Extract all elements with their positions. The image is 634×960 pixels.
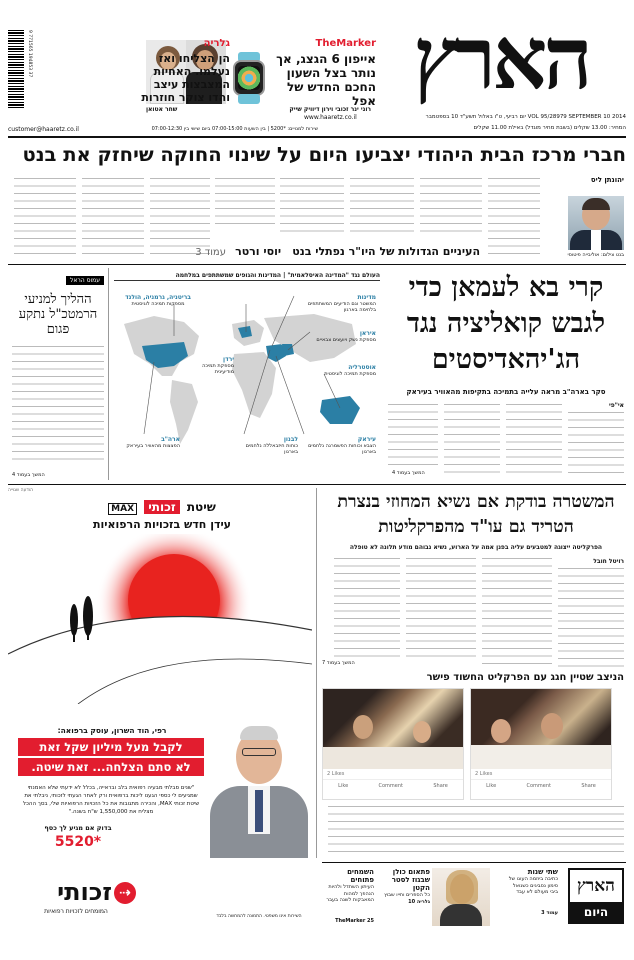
side-continued[interactable]: המשך בעמוד 4: [12, 472, 45, 478]
galeria-promo[interactable]: [30, 32, 230, 114]
map-label-lebanon: [236, 436, 298, 455]
bennett-photo: [568, 196, 624, 250]
ad-brand-line: שיטת: [186, 500, 216, 514]
footer-item-1-page: עמוד 3: [541, 910, 558, 916]
footer-item-1[interactable]: [506, 868, 558, 928]
map-label-lebanon-text: כוחות חיזבאללה נלחמים בארגון: [245, 443, 298, 455]
lead-text-col-8: [82, 178, 144, 258]
map-label-states-title: מדינות: [357, 294, 376, 301]
world-headline: קרי בא לעמאן כדי לגבש קואליציה נגד הג'יהאדיסטים: [406, 272, 606, 375]
galeria-brand: גלריה: [203, 38, 230, 49]
south-america: [170, 380, 198, 444]
footer-item-3-title: השמחים פתוחים: [347, 868, 374, 884]
africa: [232, 352, 276, 418]
ad-brand-badge: MAX: [108, 503, 137, 515]
ad-brand-row: [32, 500, 292, 514]
map-label-states: [296, 294, 376, 313]
ad-slogan-1: לקבל מעל מיליון שקל זאת: [18, 738, 204, 756]
police-text-col-2: [482, 558, 552, 668]
footer-item-2-text: כל הספרים וחייו שבוץ: [384, 892, 430, 898]
side-divider: [108, 268, 109, 480]
fb1-actions: [471, 779, 611, 789]
man-photo: [206, 724, 310, 858]
footer-item-2-title: פתאום כולן שבגוז לסטר הקטן: [391, 868, 430, 892]
side-text: [12, 346, 104, 466]
police-bottom-text: [328, 806, 624, 858]
map-label-iran-text: מספקת נשק ויועצים צבאיים: [316, 337, 376, 343]
world-subhead: סקר בארה"ב מראה עלייה בתמיכה בתקיפות מהאוויר בעיראק: [406, 388, 606, 396]
website[interactable]: www.haaretz.co.il: [304, 114, 357, 121]
side-column[interactable]: [12, 272, 104, 482]
side-headline: ההליך למניעי הרמטכ"ל נתקע פגום: [18, 292, 98, 337]
map-label-usa: [124, 436, 180, 449]
ad-block[interactable]: [8, 488, 312, 866]
ad-photo-caption: השירות אינו משפטי. התמונה להמחשה בלבד: [216, 914, 302, 919]
footer-item-3[interactable]: [322, 868, 374, 928]
galeria-byline: שחר אטואן: [146, 106, 178, 113]
police-text-col-1: [558, 568, 624, 668]
haaretz-today-sub: היום: [570, 902, 622, 922]
ad-logo-text: זכותי: [57, 878, 112, 906]
haaretz-today-name: הארץ: [577, 876, 615, 896]
map-label-australia: [308, 364, 376, 377]
map-label-iran: [308, 330, 376, 343]
fb1-share[interactable]: Share: [581, 783, 596, 789]
barcode: [8, 30, 24, 110]
ad-logo[interactable]: [16, 880, 136, 920]
ad-top-left: הודעה שגוייה: [8, 488, 34, 493]
police-subhead: הפרקליטה ייצוגה למטבעים עליה בפנן אמה על הארוע, נשיא נבוהם מודע תלונה לא טופלה: [349, 544, 603, 551]
fb2-comment[interactable]: Comment: [378, 783, 403, 789]
australia: [320, 396, 360, 424]
bennett-caption: בנט צילום: אוליבייה פיטוסי: [567, 252, 624, 258]
map-label-iraq-text: הצבא וכוחות הפשמרגה נלחמים בארגון: [308, 443, 376, 455]
map-label-iraq: [302, 436, 376, 455]
map-label-jordan: [182, 356, 234, 375]
customer-email[interactable]: customer@haaretz.co.il: [8, 126, 79, 133]
service-line: שירות למנויים: *5200 | בין השעות 07:00-15:00 ביום שישי בין 07:00-12:30: [151, 126, 318, 132]
watch-image: [230, 52, 268, 104]
ad-slogan-2: לא סתם הצלחה... זאת שיטה.: [18, 758, 204, 776]
map-label-lebanon-title: לבנון: [283, 436, 298, 443]
hill: [8, 617, 312, 705]
map-label-states-text: המשטר וגם הודיעים המשתתפים בלחימה בארגון: [307, 301, 376, 313]
police-photo-heading: הניצב שטיין חגג עם הפרקליט החשוד פישר: [426, 672, 624, 683]
fb1-comment[interactable]: Comment: [526, 783, 551, 789]
world-rule: [8, 484, 626, 485]
map-label-iraq-title: עיראק: [357, 436, 376, 443]
map-label-jordan-text: מספקת תמיכה מודיעינית: [202, 363, 234, 375]
lead-text-col-4: [350, 178, 414, 238]
lead-subhead-text: העיניים הגדולות של היו"ר נפתלי בנט: [292, 245, 480, 258]
world-text-col-4: [388, 404, 438, 468]
police-byline: רויטל חובל: [593, 558, 624, 565]
footer-photo-woman: [432, 868, 490, 926]
haaretz-today-logo[interactable]: [568, 868, 624, 924]
fb1-like[interactable]: Like: [486, 783, 497, 789]
footer-item-3-text: העיתון השתדל ולהיות הנהפך למהות המאבקות לשנה בעבר: [326, 884, 374, 903]
world-text-col-1: [568, 412, 624, 476]
masthead-rule: [8, 136, 626, 138]
themarker-promo[interactable]: [226, 32, 376, 114]
themarker-byline: רוני ינר זכובי וירון דיוויק שייק: [289, 106, 371, 113]
lead-headline: חברי מרכז הבית היהודי יצביעו היום על שינוי החוקה שיחזק את בנט: [22, 143, 626, 166]
fb2-like[interactable]: Like: [338, 783, 349, 789]
ad-phone[interactable]: 5520*: [54, 834, 102, 850]
map-label-uk-title: בריטניה, גרמניה, הולנד: [125, 294, 191, 301]
fb2-actions: [323, 779, 463, 789]
ad-quote-attrib: רפי, הוד השרון, עוסק ברפואה:: [57, 726, 167, 735]
world-text-col-3: [444, 404, 500, 476]
facebook-post-1[interactable]: [470, 688, 612, 800]
lead-subhead-author: יוסי ורטר: [235, 245, 282, 258]
footer-item-2-page: גלריה 10: [408, 898, 430, 905]
world-continued[interactable]: המשך בעמוד 4: [392, 470, 425, 476]
police-text-col-4: [334, 558, 400, 658]
world-text-col-2: [506, 404, 562, 476]
ad-brand-name: זכותי: [144, 500, 179, 514]
fb1-likes: 2 Likes: [475, 771, 493, 777]
themarker-headline: אייפון 6 הגצג, אך נותר בצל השעון החכם החדש של אפל: [276, 52, 376, 108]
ad-divider: [316, 488, 317, 858]
ad-logo-sub: המומחים לזכויות רפואיות: [44, 908, 108, 915]
footer-rule: [322, 862, 626, 863]
fb2-share[interactable]: Share: [433, 783, 448, 789]
police-headline: המשטרה בודקת אם נשיא המחוזי בנצרת הטריד גם עו"ד מהפרקליטות: [337, 492, 615, 537]
world-label: העולם נגד "המדינה האיסלאמית" | המדינות והגופים שמשתתפים במלחמה: [114, 272, 380, 281]
map-label-australia-text: מספקת תמיכה לוגיסטית: [324, 371, 376, 377]
ad-body: "שנים סבלתי מבעיה רפואית בלב ובראייה, בכלל לא ידעתי שלא האמנתי שמגיעים לי כספי הגענו ליכות ברפואית ורק לאחר הגעתי לזכותי, ניבלתי את שיטת זכותי MAX, והכירה מתגובות את כל הזכויות הרפואיות שלי, בסך ההכל מצליח את 1,550,000 ש"ח בשנה.": [22, 785, 200, 815]
galeria-headline: הן הצליחו ואז נעלמו. האחיות המצבצות עיצב והדו צוקר חוזרות: [141, 52, 230, 104]
map-label-iran-title: איראן: [359, 330, 376, 337]
party-photo-1: [471, 689, 611, 769]
lead-text-col-9: [14, 178, 76, 258]
footer-item-2[interactable]: [378, 868, 430, 928]
lead-text-col-6: [215, 178, 275, 224]
map-label-usa-title: ארה"ב: [161, 436, 180, 443]
ad-logo-mark: ⇢: [114, 882, 136, 904]
footer-item-3-page: TheMarker 25: [335, 918, 374, 924]
masthead-logo: הארץ: [413, 8, 589, 109]
themarker-brand: TheMarker: [315, 38, 376, 49]
ad-title: עידן חדש בזכויות הרפואיות: [92, 518, 232, 531]
fb2-likes: 2 Likes: [327, 771, 345, 777]
map-label-usa-text: הפצצות מהאוויר בעיראק: [126, 443, 180, 449]
lead-subhead-page[interactable]: עמוד 3: [195, 247, 226, 258]
footer-item-1-text: כתיבה ביוזמה העוגו של סימון נסביגים כשנואל ביבי מעולם לא עבד: [508, 876, 558, 895]
lead-rule: [8, 264, 626, 265]
sunset-illustration: [8, 534, 312, 704]
world-byline: אי"פי: [609, 402, 624, 409]
footer-item-1-title: שתי שנות: [527, 868, 558, 876]
lead-text-col-2: [488, 178, 540, 258]
map-label-uk: [122, 294, 194, 307]
ad-slogan: [18, 738, 204, 776]
police-text-col-3: [406, 558, 476, 662]
police-continued[interactable]: המשך בעמוד 7: [322, 660, 355, 666]
lead-text-col-3: [420, 178, 482, 238]
map-label-uk-text: מספקות תמיכה לוגיסטית: [131, 301, 185, 307]
lead-byline: יהונתן ליס: [590, 176, 624, 184]
masthead: [8, 10, 626, 135]
issue-line: VOL 95/28979 SEPTEMBER 10 2014 יום רביעי, ט"ו באלול תשע"ד 10 בספטמבר: [425, 114, 626, 120]
ad-cta: בדוק אם מגיע לך כסף: [44, 824, 112, 832]
price-line: המחיר: 13.00 שקלים (בשבת מחיר מוגדל) באילת 11.00 שקלים: [473, 125, 626, 131]
party-photo-2: [323, 689, 463, 769]
map-label-jordan-title: ירדן: [223, 356, 234, 363]
side-label: עמוס הראל: [66, 276, 104, 285]
map-label-australia-title: אוסטרליה: [348, 364, 376, 371]
barcode-number: 9 771565 194853 37: [27, 30, 32, 78]
facebook-post-2[interactable]: [322, 688, 464, 800]
lead-text-col-5: [280, 178, 344, 238]
lead-subhead: [150, 240, 480, 258]
